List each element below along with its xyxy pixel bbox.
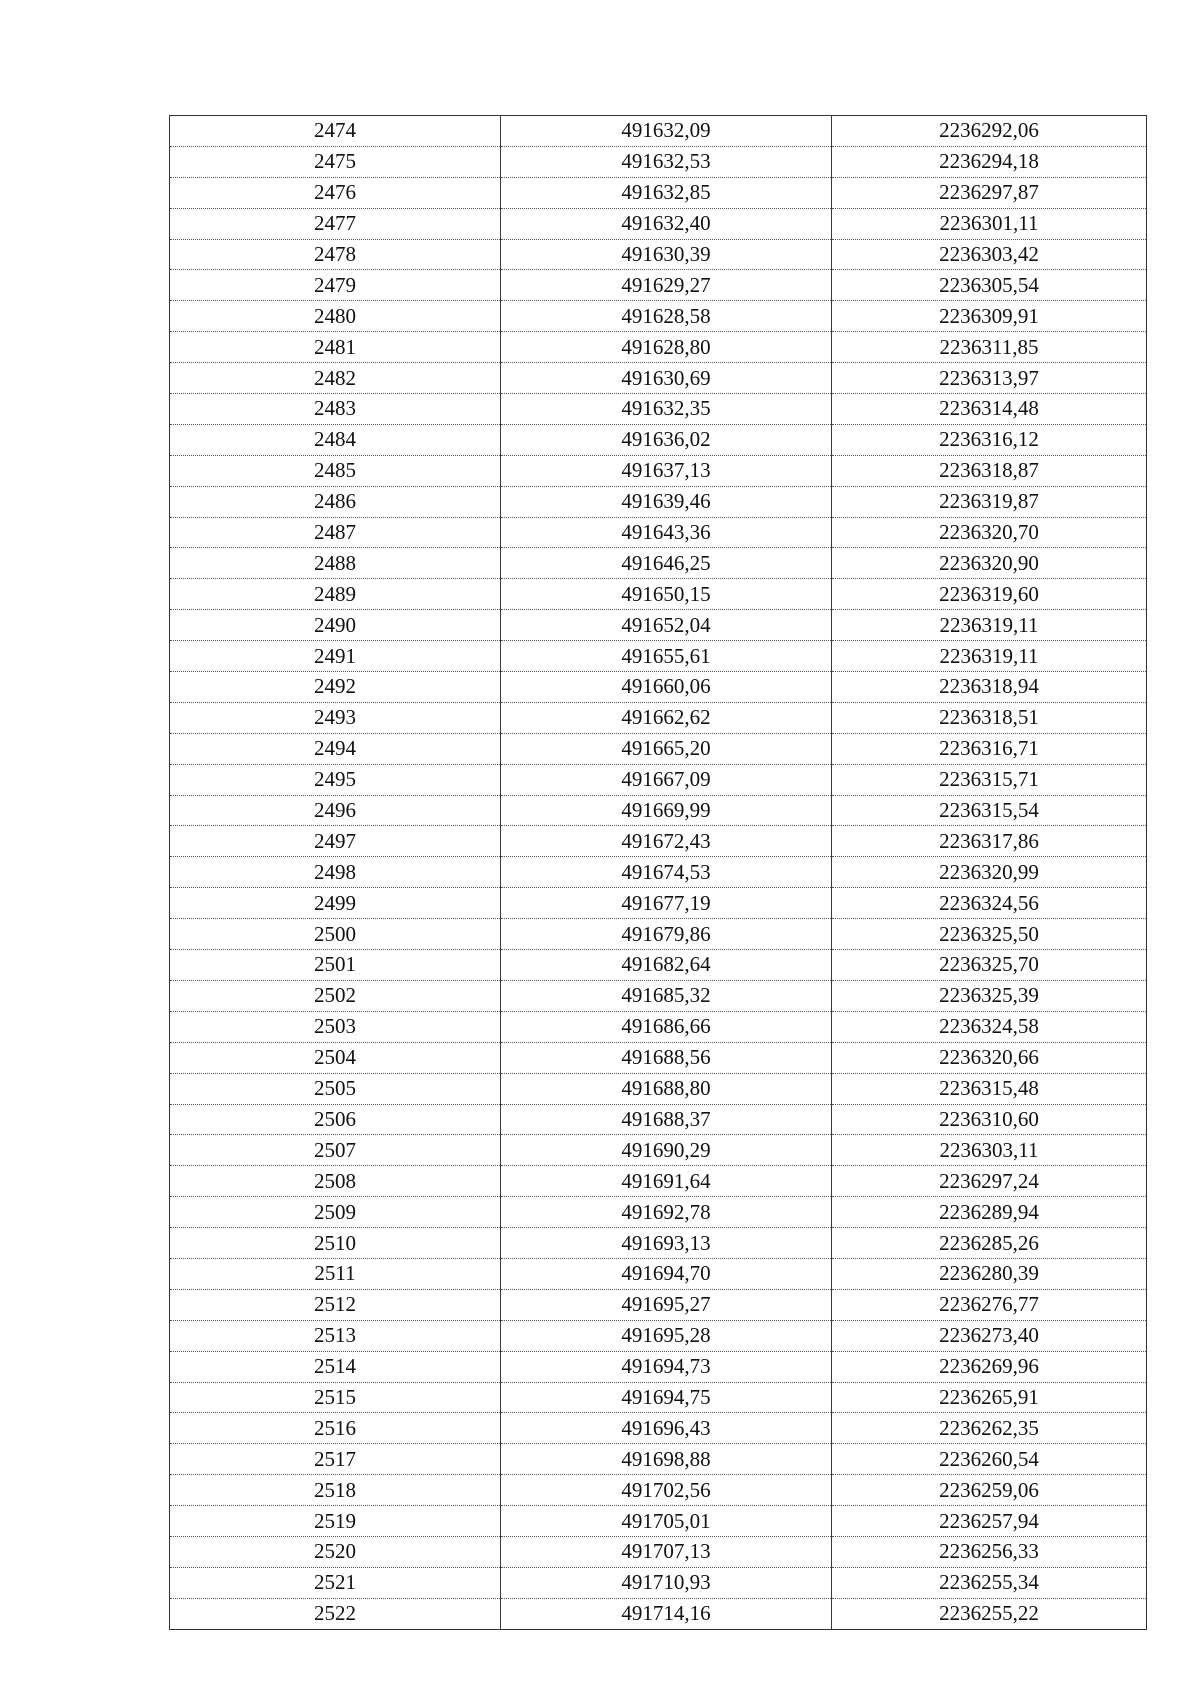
table-row: [170, 548, 1147, 579]
x-coordinate-cell: 491660,06: [501, 672, 832, 703]
y-coordinate-cell: 2236315,48: [832, 1073, 1147, 1104]
y-coordinate-cell: 2236325,70: [832, 950, 1147, 981]
y-coordinate-cell: 2236316,12: [832, 424, 1147, 455]
point-number-cell: 2509: [170, 1197, 501, 1228]
table-row: [170, 1011, 1147, 1042]
x-coordinate-cell: 491707,13: [501, 1536, 832, 1567]
table-row: [170, 826, 1147, 857]
table-row: [170, 146, 1147, 177]
point-number-cell: 2517: [170, 1444, 501, 1475]
x-coordinate-cell: 491696,43: [501, 1413, 832, 1444]
table-row: [170, 1104, 1147, 1135]
y-coordinate-cell: 2236255,22: [832, 1598, 1147, 1629]
point-number-cell: 2518: [170, 1475, 501, 1506]
y-coordinate-cell: 2236273,40: [832, 1320, 1147, 1351]
coordinates-table: [169, 115, 1147, 1630]
y-coordinate-cell: 2236313,97: [832, 363, 1147, 394]
y-coordinate-cell: 2236292,06: [832, 116, 1147, 147]
x-coordinate-cell: 491693,13: [501, 1228, 832, 1259]
point-number-cell: 2511: [170, 1258, 501, 1289]
y-coordinate-cell: 2236318,94: [832, 672, 1147, 703]
table-row: [170, 1197, 1147, 1228]
x-coordinate-cell: 491667,09: [501, 764, 832, 795]
table-row: [170, 888, 1147, 919]
point-number-cell: 2496: [170, 795, 501, 826]
y-coordinate-cell: 2236319,11: [832, 641, 1147, 672]
y-coordinate-cell: 2236325,39: [832, 980, 1147, 1011]
point-number-cell: 2501: [170, 950, 501, 981]
point-number-cell: 2475: [170, 146, 501, 177]
y-coordinate-cell: 2236260,54: [832, 1444, 1147, 1475]
y-coordinate-cell: 2236317,86: [832, 826, 1147, 857]
x-coordinate-cell: 491632,35: [501, 394, 832, 425]
table-row: [170, 517, 1147, 548]
point-number-cell: 2479: [170, 270, 501, 301]
table-row: [170, 363, 1147, 394]
y-coordinate-cell: 2236320,66: [832, 1042, 1147, 1073]
x-coordinate-cell: 491632,85: [501, 177, 832, 208]
table-row: [170, 1073, 1147, 1104]
point-number-cell: 2480: [170, 301, 501, 332]
table-row: [170, 208, 1147, 239]
y-coordinate-cell: 2236280,39: [832, 1258, 1147, 1289]
table-row: [170, 857, 1147, 888]
x-coordinate-cell: 491646,25: [501, 548, 832, 579]
x-coordinate-cell: 491630,69: [501, 363, 832, 394]
x-coordinate-cell: 491632,09: [501, 116, 832, 147]
y-coordinate-cell: 2236324,58: [832, 1011, 1147, 1042]
y-coordinate-cell: 2236294,18: [832, 146, 1147, 177]
table-row: [170, 455, 1147, 486]
table-row: [170, 1320, 1147, 1351]
y-coordinate-cell: 2236319,87: [832, 486, 1147, 517]
point-number-cell: 2508: [170, 1166, 501, 1197]
x-coordinate-cell: 491695,28: [501, 1320, 832, 1351]
x-coordinate-cell: 491629,27: [501, 270, 832, 301]
point-number-cell: 2497: [170, 826, 501, 857]
table-row: [170, 1598, 1147, 1629]
x-coordinate-cell: 491637,13: [501, 455, 832, 486]
table-row: [170, 1135, 1147, 1166]
table-row: [170, 579, 1147, 610]
coordinates-table-body: [170, 116, 1147, 1630]
point-number-cell: 2515: [170, 1382, 501, 1413]
table-row: [170, 1228, 1147, 1259]
y-coordinate-cell: 2236303,42: [832, 239, 1147, 270]
y-coordinate-cell: 2236311,85: [832, 332, 1147, 363]
point-number-cell: 2506: [170, 1104, 501, 1135]
table-row: [170, 301, 1147, 332]
x-coordinate-cell: 491688,80: [501, 1073, 832, 1104]
x-coordinate-cell: 491690,29: [501, 1135, 832, 1166]
point-number-cell: 2493: [170, 702, 501, 733]
y-coordinate-cell: 2236259,06: [832, 1475, 1147, 1506]
y-coordinate-cell: 2236318,51: [832, 702, 1147, 733]
table-row: [170, 486, 1147, 517]
y-coordinate-cell: 2236255,34: [832, 1567, 1147, 1598]
point-number-cell: 2519: [170, 1506, 501, 1537]
x-coordinate-cell: 491705,01: [501, 1506, 832, 1537]
point-number-cell: 2486: [170, 486, 501, 517]
y-coordinate-cell: 2236318,87: [832, 455, 1147, 486]
table-row: [170, 1382, 1147, 1413]
point-number-cell: 2522: [170, 1598, 501, 1629]
point-number-cell: 2485: [170, 455, 501, 486]
y-coordinate-cell: 2236285,26: [832, 1228, 1147, 1259]
point-number-cell: 2487: [170, 517, 501, 548]
x-coordinate-cell: 491639,46: [501, 486, 832, 517]
table-row: [170, 733, 1147, 764]
point-number-cell: 2478: [170, 239, 501, 270]
table-row: [170, 610, 1147, 641]
table-row: [170, 1042, 1147, 1073]
y-coordinate-cell: 2236315,71: [832, 764, 1147, 795]
table-row: [170, 764, 1147, 795]
y-coordinate-cell: 2236297,87: [832, 177, 1147, 208]
point-number-cell: 2521: [170, 1567, 501, 1598]
y-coordinate-cell: 2236303,11: [832, 1135, 1147, 1166]
point-number-cell: 2513: [170, 1320, 501, 1351]
point-number-cell: 2504: [170, 1042, 501, 1073]
y-coordinate-cell: 2236289,94: [832, 1197, 1147, 1228]
y-coordinate-cell: 2236320,70: [832, 517, 1147, 548]
x-coordinate-cell: 491652,04: [501, 610, 832, 641]
y-coordinate-cell: 2236320,90: [832, 548, 1147, 579]
x-coordinate-cell: 491650,15: [501, 579, 832, 610]
x-coordinate-cell: 491669,99: [501, 795, 832, 826]
y-coordinate-cell: 2236325,50: [832, 919, 1147, 950]
table-row: [170, 1351, 1147, 1382]
x-coordinate-cell: 491679,86: [501, 919, 832, 950]
point-number-cell: 2498: [170, 857, 501, 888]
point-number-cell: 2489: [170, 579, 501, 610]
point-number-cell: 2510: [170, 1228, 501, 1259]
y-coordinate-cell: 2236257,94: [832, 1506, 1147, 1537]
x-coordinate-cell: 491695,27: [501, 1289, 832, 1320]
x-coordinate-cell: 491628,80: [501, 332, 832, 363]
point-number-cell: 2503: [170, 1011, 501, 1042]
point-number-cell: 2491: [170, 641, 501, 672]
table-row: [170, 332, 1147, 363]
point-number-cell: 2514: [170, 1351, 501, 1382]
y-coordinate-cell: 2236265,91: [832, 1382, 1147, 1413]
point-number-cell: 2505: [170, 1073, 501, 1104]
table-row: [170, 424, 1147, 455]
table-row: [170, 641, 1147, 672]
y-coordinate-cell: 2236314,48: [832, 394, 1147, 425]
point-number-cell: 2477: [170, 208, 501, 239]
table-row: [170, 394, 1147, 425]
point-number-cell: 2490: [170, 610, 501, 641]
table-row: [170, 702, 1147, 733]
y-coordinate-cell: 2236309,91: [832, 301, 1147, 332]
point-number-cell: 2482: [170, 363, 501, 394]
table-row: [170, 1258, 1147, 1289]
point-number-cell: 2484: [170, 424, 501, 455]
x-coordinate-cell: 491694,75: [501, 1382, 832, 1413]
y-coordinate-cell: 2236301,11: [832, 208, 1147, 239]
x-coordinate-cell: 491682,64: [501, 950, 832, 981]
point-number-cell: 2500: [170, 919, 501, 950]
x-coordinate-cell: 491628,58: [501, 301, 832, 332]
x-coordinate-cell: 491694,70: [501, 1258, 832, 1289]
point-number-cell: 2495: [170, 764, 501, 795]
y-coordinate-cell: 2236320,99: [832, 857, 1147, 888]
x-coordinate-cell: 491714,16: [501, 1598, 832, 1629]
y-coordinate-cell: 2236310,60: [832, 1104, 1147, 1135]
x-coordinate-cell: 491632,40: [501, 208, 832, 239]
x-coordinate-cell: 491674,53: [501, 857, 832, 888]
point-number-cell: 2502: [170, 980, 501, 1011]
table-row: [170, 1567, 1147, 1598]
x-coordinate-cell: 491677,19: [501, 888, 832, 919]
point-number-cell: 2516: [170, 1413, 501, 1444]
x-coordinate-cell: 491630,39: [501, 239, 832, 270]
y-coordinate-cell: 2236297,24: [832, 1166, 1147, 1197]
table-row: [170, 1475, 1147, 1506]
y-coordinate-cell: 2236256,33: [832, 1536, 1147, 1567]
point-number-cell: 2476: [170, 177, 501, 208]
y-coordinate-cell: 2236276,77: [832, 1289, 1147, 1320]
x-coordinate-cell: 491672,43: [501, 826, 832, 857]
point-number-cell: 2507: [170, 1135, 501, 1166]
y-coordinate-cell: 2236319,60: [832, 579, 1147, 610]
point-number-cell: 2512: [170, 1289, 501, 1320]
x-coordinate-cell: 491686,66: [501, 1011, 832, 1042]
y-coordinate-cell: 2236269,96: [832, 1351, 1147, 1382]
x-coordinate-cell: 491632,53: [501, 146, 832, 177]
table-row: [170, 1289, 1147, 1320]
table-row: [170, 1506, 1147, 1537]
table-row: [170, 239, 1147, 270]
x-coordinate-cell: 491692,78: [501, 1197, 832, 1228]
point-number-cell: 2474: [170, 116, 501, 147]
table-row: [170, 950, 1147, 981]
x-coordinate-cell: 491698,88: [501, 1444, 832, 1475]
table-row: [170, 270, 1147, 301]
y-coordinate-cell: 2236315,54: [832, 795, 1147, 826]
table-row: [170, 919, 1147, 950]
point-number-cell: 2488: [170, 548, 501, 579]
table-row: [170, 1444, 1147, 1475]
point-number-cell: 2481: [170, 332, 501, 363]
x-coordinate-cell: 491694,73: [501, 1351, 832, 1382]
point-number-cell: 2520: [170, 1536, 501, 1567]
table-row: [170, 116, 1147, 147]
point-number-cell: 2494: [170, 733, 501, 764]
table-row: [170, 672, 1147, 703]
y-coordinate-cell: 2236324,56: [832, 888, 1147, 919]
x-coordinate-cell: 491710,93: [501, 1567, 832, 1598]
table-row: [170, 1166, 1147, 1197]
x-coordinate-cell: 491702,56: [501, 1475, 832, 1506]
y-coordinate-cell: 2236262,35: [832, 1413, 1147, 1444]
y-coordinate-cell: 2236305,54: [832, 270, 1147, 301]
x-coordinate-cell: 491688,37: [501, 1104, 832, 1135]
point-number-cell: 2483: [170, 394, 501, 425]
point-number-cell: 2492: [170, 672, 501, 703]
table-row: [170, 1536, 1147, 1567]
x-coordinate-cell: 491691,64: [501, 1166, 832, 1197]
x-coordinate-cell: 491655,61: [501, 641, 832, 672]
x-coordinate-cell: 491688,56: [501, 1042, 832, 1073]
x-coordinate-cell: 491643,36: [501, 517, 832, 548]
x-coordinate-cell: 491636,02: [501, 424, 832, 455]
x-coordinate-cell: 491685,32: [501, 980, 832, 1011]
table-row: [170, 980, 1147, 1011]
y-coordinate-cell: 2236319,11: [832, 610, 1147, 641]
table-row: [170, 177, 1147, 208]
x-coordinate-cell: 491662,62: [501, 702, 832, 733]
table-row: [170, 795, 1147, 826]
y-coordinate-cell: 2236316,71: [832, 733, 1147, 764]
table-row: [170, 1413, 1147, 1444]
point-number-cell: 2499: [170, 888, 501, 919]
x-coordinate-cell: 491665,20: [501, 733, 832, 764]
